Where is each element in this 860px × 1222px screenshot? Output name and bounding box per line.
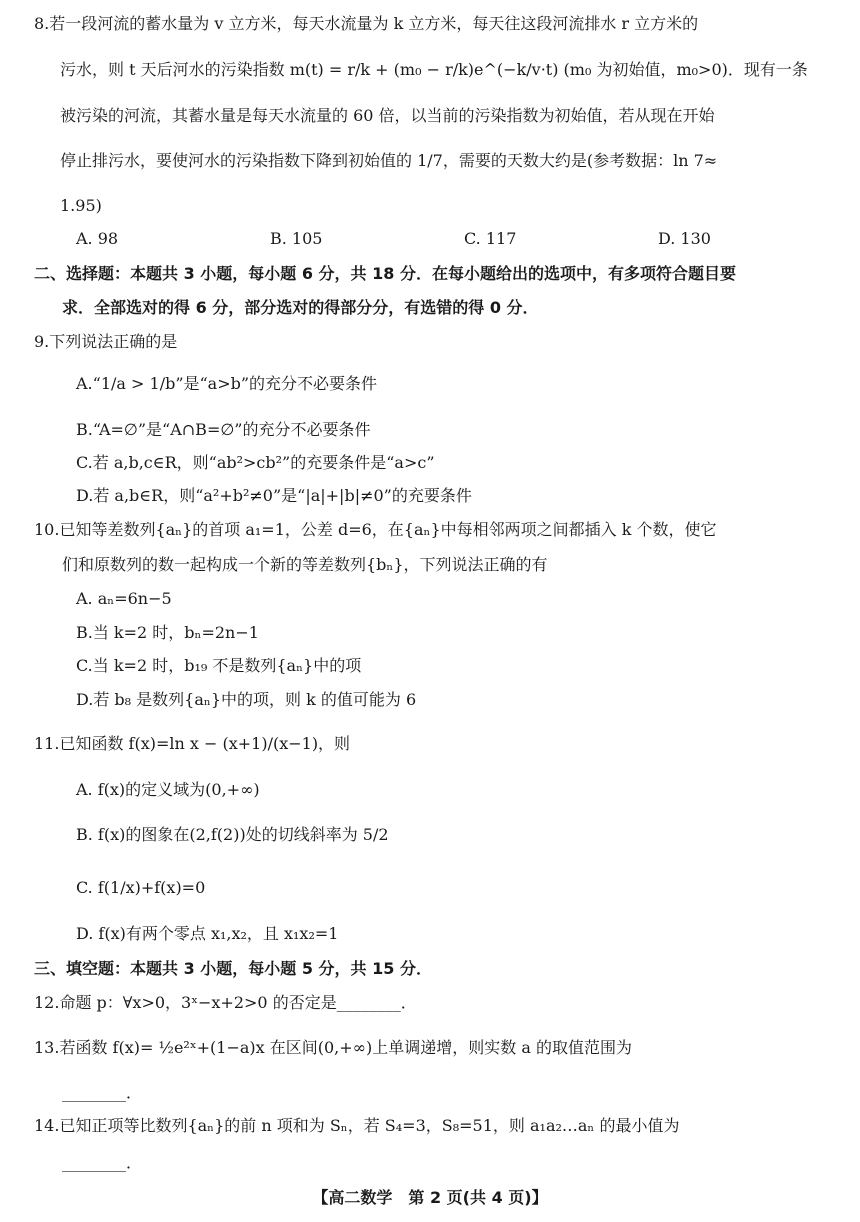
section2-heading-line-1: 二、选择题：本题共 3 小题，每小题 6 分，共 18 分．在每小题给出的选项中，有多项符合题目要 <box>34 264 736 283</box>
page-footer: 【高二数学 第 2 页(共 4 页)】 <box>312 1188 548 1207</box>
q9-option-d: D.若 a,b∈R，则“a²+b²≠0”是“|a|+|b|≠0”的充要条件 <box>76 486 472 505</box>
q10-option-c: C.当 k=2 时，b₁₉ 不是数列{aₙ}中的项 <box>76 656 362 675</box>
q9-option-b: B.“A=∅”是“A∩B=∅”的充分不必要条件 <box>76 420 371 439</box>
q11-option-c: C. f(1/x)+f(x)=0 <box>76 878 206 897</box>
q11-option-d: D. f(x)有两个零点 x₁,x₂，且 x₁x₂=1 <box>76 924 339 943</box>
q8-option-a: A. 98 <box>76 229 119 248</box>
q9-stem: 9.下列说法正确的是 <box>34 332 178 351</box>
q14-answer-blank: ________． <box>62 1153 143 1172</box>
q10-option-a: A. aₙ=6n−5 <box>76 589 172 608</box>
q13-line-1: 13.若函数 f(x)= ½e²ˣ+(1−a)x 在区间(0,+∞)上单调递增，则实数 a 的取值范围为 <box>34 1038 632 1057</box>
q11-option-b: B. f(x)的图象在(2,f(2))处的切线斜率为 5/2 <box>76 825 389 844</box>
q13-answer-blank: ________． <box>62 1083 143 1102</box>
q12-text: 12.命题 p：∀x>0，3ˣ−x+2>0 的否定是________． <box>34 993 417 1012</box>
q11-option-a: A. f(x)的定义域为(0,+∞) <box>76 780 260 799</box>
q10-line-1: 10.已知等差数列{aₙ}的首项 a₁=1，公差 d=6，在{aₙ}中每相邻两项之间都插入 k 个数，使它 <box>34 520 717 539</box>
q8-line-4: 停止排污水，要使河水的污染指数下降到初始值的 1/7，需要的天数大约是(参考数据：ln 7≈ <box>60 151 718 170</box>
q10-option-d: D.若 b₈ 是数列{aₙ}中的项，则 k 的值可能为 6 <box>76 690 417 709</box>
q14-line-1: 14.已知正项等比数列{aₙ}的前 n 项和为 Sₙ，若 S₄=3，S₈=51，则 a₁a₂…aₙ 的最小值为 <box>34 1116 680 1135</box>
q9-option-c: C.若 a,b,c∈R，则“ab²>cb²”的充要条件是“a>c” <box>76 453 435 472</box>
section3-heading: 三、填空题：本题共 3 小题，每小题 5 分，共 15 分． <box>34 959 432 978</box>
section2-heading-line-2: 求．全部选对的得 6 分，部分选对的得部分分，有选错的得 0 分． <box>62 298 539 317</box>
q10-line-2: 们和原数列的数一起构成一个新的等差数列{bₙ}，下列说法正确的有 <box>62 555 548 574</box>
q8-option-b: B. 105 <box>270 229 323 248</box>
q11-stem: 11.已知函数 f(x)=ln x − (x+1)/(x−1)，则 <box>34 734 351 753</box>
q8-option-d: D. 130 <box>658 229 711 248</box>
q10-option-b: B.当 k=2 时，bₙ=2n−1 <box>76 623 259 642</box>
q8-line-1: 8.若一段河流的蓄水量为 v 立方米，每天水流量为 k 立方米，每天往这段河流排水 r 立方米的 <box>34 14 699 33</box>
q8-line-2: 污水，则 t 天后河水的污染指数 m(t) = r/k + (m₀ − r/k)e^(−k/v·t) (m₀ 为初始值，m₀>0)．现有一条 <box>60 60 808 79</box>
q9-option-a: A.“1/a > 1/b”是“a>b”的充分不必要条件 <box>76 374 378 393</box>
q8-line-3: 被污染的河流，其蓄水量是每天水流量的 60 倍，以当前的污染指数为初始值，若从现在开始 <box>60 106 715 125</box>
q8-option-c: C. 117 <box>464 229 517 248</box>
q8-line-5: 1.95) <box>60 196 102 215</box>
